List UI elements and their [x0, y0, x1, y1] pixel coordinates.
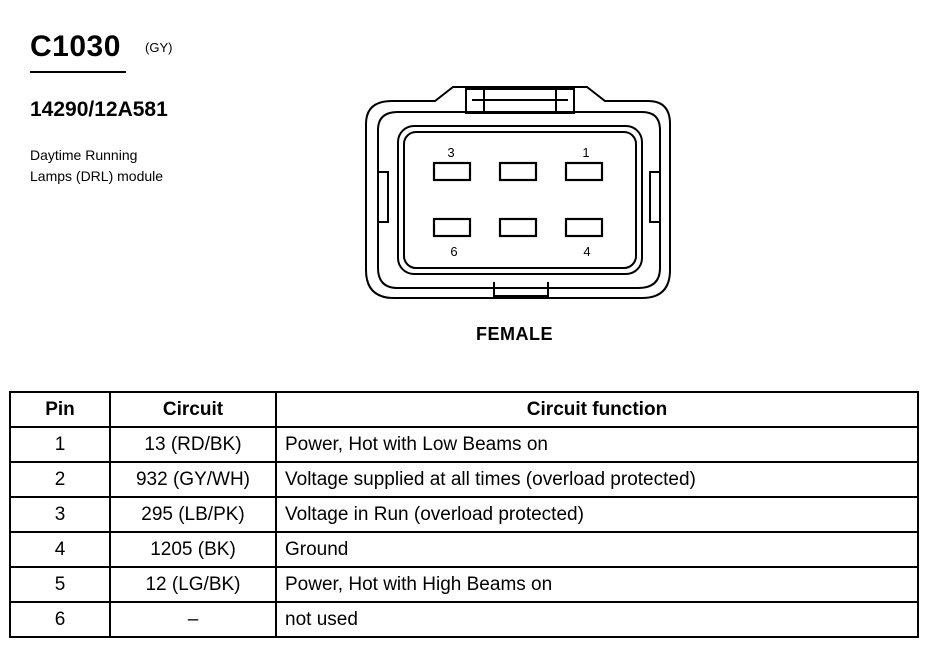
module-description — [30, 145, 163, 187]
circuit-cell: 295 (LB/PK) — [110, 497, 276, 532]
pin-cavity — [566, 219, 602, 236]
pin-cell: 5 — [10, 567, 110, 602]
table-row — [10, 462, 918, 497]
pin-cavity — [500, 219, 536, 236]
connector-left-key — [378, 172, 388, 222]
header-circuit: Circuit — [110, 392, 276, 427]
connector-id-underline — [30, 71, 126, 73]
circuit-cell: 932 (GY/WH) — [110, 462, 276, 497]
header-function: Circuit function — [276, 392, 918, 427]
module-description-line2: Lamps (DRL) module — [30, 168, 164, 184]
pin-cavity — [434, 163, 470, 180]
pin-cavity — [500, 163, 536, 180]
circuit-cell: 13 (RD/BK) — [110, 427, 276, 462]
pin-label-top-left: 3 — [447, 145, 455, 160]
circuit-cell: 12 (LG/BK) — [110, 567, 276, 602]
pin-cavity — [566, 163, 602, 180]
connector-inner-housing — [378, 112, 660, 288]
pin-cell: 4 — [10, 532, 110, 567]
pin-label-top-right: 1 — [582, 145, 590, 160]
pin-cell: 3 — [10, 497, 110, 532]
function-cell: Ground — [276, 532, 918, 567]
table-row — [10, 567, 918, 602]
function-cell: Power, Hot with Low Beams on — [276, 427, 918, 462]
connector-color: (GY) — [145, 40, 173, 55]
function-cell: Power, Hot with High Beams on — [276, 567, 918, 602]
module-description-line1: Daytime Running — [30, 147, 138, 163]
circuit-cell: – — [110, 602, 276, 637]
function-cell: Voltage supplied at all times (overload protected) — [276, 462, 918, 497]
pin-cell: 2 — [10, 462, 110, 497]
pin-cell: 6 — [10, 602, 110, 637]
function-cell: not used — [276, 602, 918, 637]
pinout-table — [9, 391, 919, 638]
connector-gender-label: FEMALE — [476, 324, 553, 344]
table-row — [10, 497, 918, 532]
table-row — [10, 427, 918, 462]
circuit-cell: 1205 (BK) — [110, 532, 276, 567]
pin-cavity — [434, 219, 470, 236]
connector-inner-face — [398, 126, 642, 274]
header-pin: Pin — [10, 392, 110, 427]
part-number: 14290/12A581 — [30, 98, 168, 121]
pin-label-bottom-left: 6 — [450, 244, 458, 259]
connector-face-diagram — [360, 80, 680, 310]
function-cell: Voltage in Run (overload protected) — [276, 497, 918, 532]
table-row — [10, 602, 918, 637]
pin-cell: 1 — [10, 427, 110, 462]
connector-id: C1030 — [30, 30, 121, 63]
table-row — [10, 532, 918, 567]
table-header-row — [10, 392, 918, 427]
connector-right-key — [650, 172, 660, 222]
pin-label-bottom-right: 4 — [583, 244, 591, 259]
